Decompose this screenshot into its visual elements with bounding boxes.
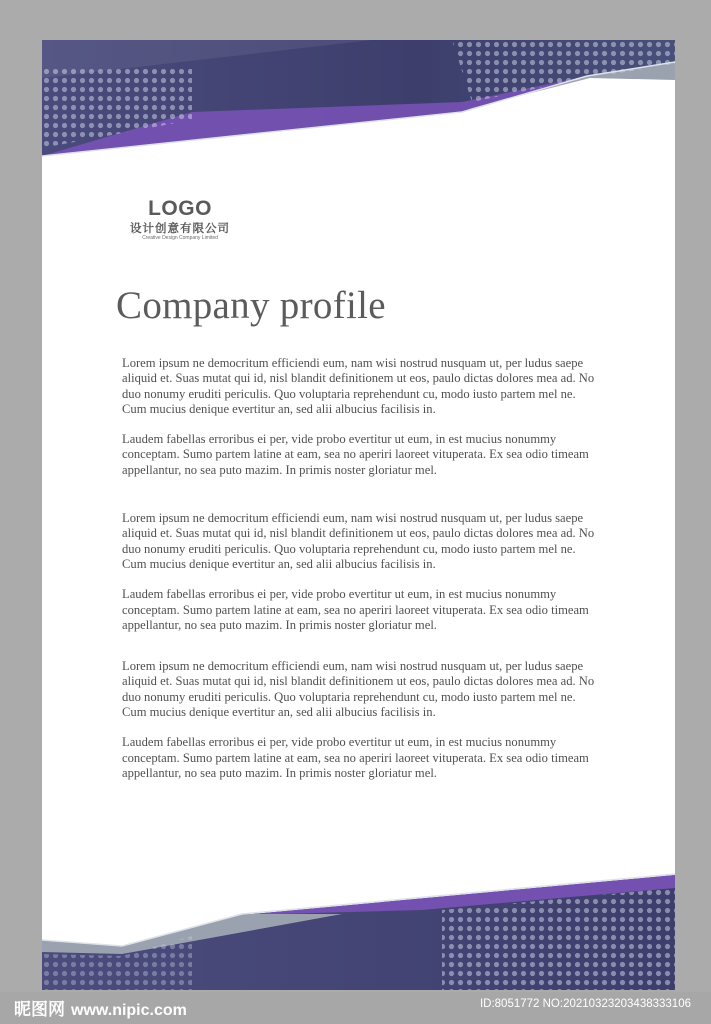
- site-watermark: [14, 995, 187, 1020]
- letterhead-page: [42, 40, 675, 990]
- paragraph: Laudem fabellas erroribus ei per, vide probo evertitur ut eum, in est mucius nonummy conceptam. Sumo partem latine at eam, sea no aperiri laoreet vituperata. Ex sea odio timeam appellantur, no sea puto mazim. In primis noster gloriatur mel.: [122, 432, 589, 477]
- footer-decoration: [42, 870, 675, 990]
- logo-company-name-en: Creative Design Company Limited: [142, 235, 218, 241]
- image-id: ID:8051772 NO:20210323203438333106: [479, 998, 691, 1010]
- paragraph: Lorem ipsum ne democritum efficiendi eum, nam wisi nostrud nusquam ut, per ludus saepe aliquid et. Suas mutat qui id, nisl blandit definitionem ut eos, paulo dictas dolores mea ad. No duo nonumy eruditi periculis. Quo voluptaria reprehendunt cu, modo iusto partem mel ne. Cum mucius denique evertitur an, sed alii albucius facilisis in.: [122, 356, 595, 416]
- header-decoration: [42, 40, 675, 170]
- paragraph: Laudem fabellas erroribus ei per, vide probo evertitur ut eum, in est mucius nonummy conceptam. Sumo partem latine at eam, sea no aperiri laoreet vituperata. Ex sea odio timeam appellantur, no sea puto mazim. In primis noster gloriatur mel.: [122, 587, 589, 632]
- watermark-bar: [0, 992, 711, 1024]
- watermark-site-name: 昵图网: [14, 1000, 65, 1020]
- paragraph: Lorem ipsum ne democritum efficiendi eum, nam wisi nostrud nusquam ut, per ludus saepe aliquid et. Suas mutat qui id, nisl blandit definitionem ut eos, paulo dictas dolores mea ad. No duo nonumy eruditi periculis. Quo voluptaria reprehendunt cu, modo iusto partem mel ne. Cum mucius denique evertitur an, sed alii albucius facilisis in.: [122, 511, 595, 571]
- logo-mark: LOGO: [148, 197, 212, 220]
- company-logo: [120, 197, 240, 242]
- watermark-url: www.nipic.com: [71, 1002, 187, 1019]
- paragraph: Lorem ipsum ne democritum efficiendi eum, nam wisi nostrud nusquam ut, per ludus saepe aliquid et. Suas mutat qui id, nisl blandit definitionem ut eos, paulo dictas dolores mea ad. No duo nonumy eruditi periculis. Quo voluptaria reprehendunt cu, modo iusto partem mel ne. Cum mucius denique evertitur an, sed alii albucius facilisis in.: [122, 659, 595, 720]
- page-title: Company profile: [116, 284, 386, 327]
- paragraph: Laudem fabellas erroribus ei per, vide probo evertitur ut eum, in est mucius nonummy conceptam. Sumo partem latine at eam, sea no aperiri laoreet vituperata. Ex sea odio timeam appellantur, no sea puto mazim. In primis noster gloriatur mel.: [122, 735, 589, 780]
- logo-company-name-cn: 设计创意有限公司: [130, 221, 230, 235]
- body-text: [122, 356, 602, 781]
